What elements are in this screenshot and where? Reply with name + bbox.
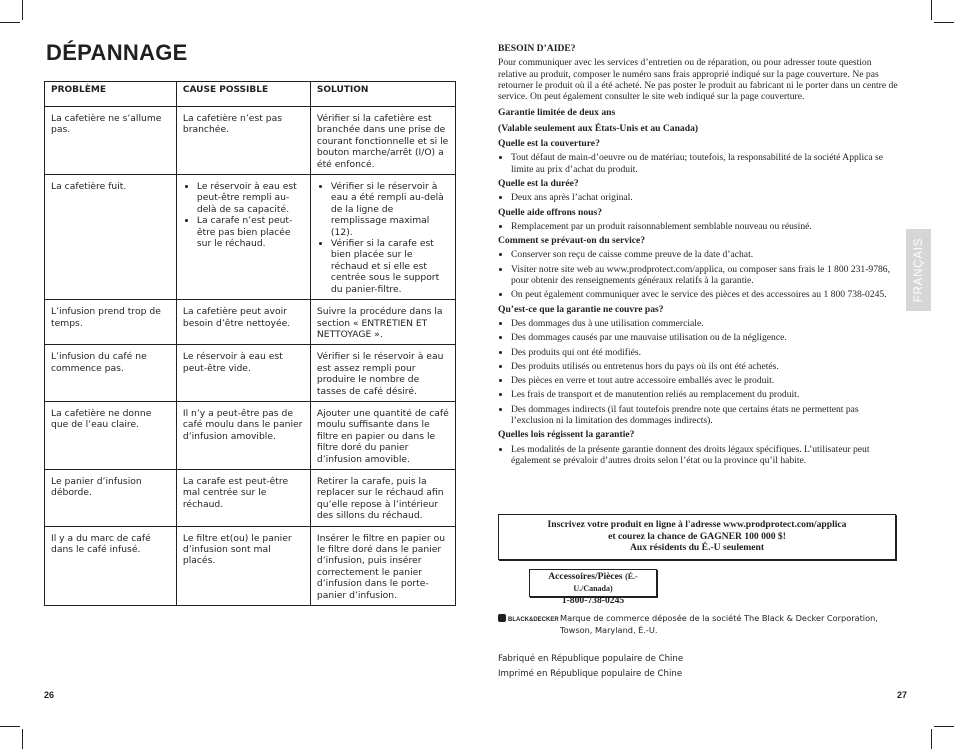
help-text: Pour communiquer avec les services d’entretien ou de réparation, ou pour adresser toute question relative au produit, composer le numéro sans frais approprié indiqué sur la page couverture. Ne pas retourner le produit où il a été acheté. Ne pas poster le produit au fabricant ni le porter dans un centre de service. On peut également consulter le site web indiqué sur la page couverture.	[498, 57, 898, 103]
origin-notice	[498, 652, 798, 682]
list-item: • Remplacement par un produit raisonnablement semblable nouveau ou réusiné.	[511, 221, 898, 232]
black-and-decker-logo	[498, 614, 560, 624]
solution-cell: Vérifier si le réservoir à eau est assez rempli pour produire le nombre de tasses de café désiré.	[310, 345, 455, 402]
list-item: • Tout défaut de main-d’oeuvre ou de matériau; toutefois, la responsabilité de la société Applica se limite au prix d’achat du produit.	[511, 152, 898, 175]
warranty-heading: Garantie limitée de deux ans	[498, 107, 616, 119]
troubleshooting-table	[44, 81, 456, 606]
page-number-right: 27	[897, 690, 908, 700]
solution-cell: Insérer le filtre en papier ou le filtre doré dans le panier d’infusion, puis insérer correctement le panier d’infusion dans le porte-panier d’infusion.	[310, 526, 455, 605]
section-question: Qu’est-ce que la garantie ne couvre pas?	[498, 303, 664, 315]
cause-cell: La carafe est peut-être mal centrée sur le réchaud.	[176, 469, 310, 526]
problem-cell: Le panier d’infusion déborde.	[45, 469, 177, 526]
crop-mark	[931, 0, 932, 20]
section-list	[498, 221, 898, 232]
header-solution: SOLUTION	[310, 82, 455, 107]
problem-cell: La cafetière ne donne que de l’eau claire.	[45, 401, 177, 469]
section-list	[498, 444, 898, 467]
crop-mark	[0, 22, 20, 23]
list-item: • Des dommages dus à une utilisation commerciale.	[511, 318, 898, 329]
list-item: • Des pièces en verre et tout autre accessoire emballés avec le produit.	[511, 375, 898, 386]
cause-cell: La cafetière peut avoir besoin d’être nettoyée.	[176, 300, 310, 345]
cause-list	[183, 181, 304, 249]
logo-text: BLACK&DECKER	[508, 617, 559, 623]
list-item: • Des produits utilisés ou entretenus hors du pays où ils ont été achetés.	[511, 361, 898, 372]
list-item: • Les modalités de la présente garantie donnent des droits légaux spécifiques. L’utilisateur peut également se prévaloir d’autres droits selon l’état ou la province qu’il habite.	[511, 444, 898, 467]
table-row	[45, 469, 456, 526]
section-question: Comment se prévaut-on du service?	[498, 235, 646, 247]
table-row	[45, 175, 456, 300]
list-item: • Le réservoir à eau est peut-être rempli au-delà de sa capacité.	[197, 181, 304, 215]
table-row	[45, 300, 456, 345]
made-in-line: Fabriqué en République populaire de Chine	[498, 654, 684, 664]
promo-line: et courez la chance de GAGNER 100 000 $!	[608, 530, 786, 542]
table-header-row	[45, 82, 456, 107]
list-item: • On peut également communiquer avec le service des pièces et des accessoires au 1 800 738-0245.	[511, 289, 898, 300]
list-item: • Des dommages causés par une mauvaise utilisation ou de la négligence.	[511, 332, 898, 343]
cause-cell	[176, 175, 310, 300]
section-question: Quelles lois régissent la garantie?	[498, 429, 635, 441]
help-heading: BESOIN D’AIDE?	[498, 43, 576, 54]
solution-cell	[310, 175, 455, 300]
list-item: • Visiter notre site web au www.prodprotect.com/applica, ou composer sans frais le 1 800 231-9786, pour obtenir des renseignements généraux relatifs à la garantie.	[511, 264, 898, 287]
promo-line: Aux résidents du É.-U seulement	[629, 542, 765, 553]
crop-mark	[22, 729, 23, 749]
list-item: • Des produits qui ont été modifiés.	[511, 347, 898, 358]
accessories-region: (É.-U./Canada)	[573, 572, 638, 593]
promo-line: Inscrivez votre produit en ligne à l'adresse www.prodprotect.com/applica	[547, 519, 847, 530]
section-list	[498, 249, 898, 300]
problem-cell: Il y a du marc de café dans le café infusé.	[45, 526, 177, 605]
section-list	[498, 318, 898, 426]
crop-mark	[22, 0, 23, 20]
trademark-line: Towson, Maryland, É.-U.	[560, 624, 658, 635]
section-question: Quelle est la couverture?	[498, 138, 600, 150]
language-tab-label: FRANÇAIS	[912, 237, 925, 303]
solution-cell: Suivre la procédure dans la section « ENTRETIEN ET NETTOYAGE ».	[310, 300, 455, 345]
problem-cell: L’infusion du café ne commence pas.	[45, 345, 177, 402]
accessories-label-line	[530, 571, 656, 595]
trademark-line: Marque de commerce déposée de la société The Black & Decker Corporation,	[560, 613, 878, 623]
crop-mark	[934, 22, 954, 23]
language-tab	[906, 229, 931, 311]
registration-promo-box	[498, 514, 896, 560]
header-problem: PROBLÈME	[45, 82, 177, 107]
list-item: • Des dommages indirects (il faut toutefois prendre note que certains états ne permettent pas l’exclusion ni la limitation des dommages indirects).	[511, 404, 898, 427]
hexagon-logo-icon	[498, 614, 506, 622]
list-item: • Deux ans après l’achat original.	[511, 192, 898, 203]
header-cause: CAUSE POSSIBLE	[176, 82, 310, 107]
list-item: • Les frais de transport et de manutention reliés au remplacement du produit.	[511, 389, 898, 400]
page-number-left: 26	[44, 690, 55, 700]
list-item: • Vérifier si la carafe est bien placée sur le réchaud et si elle est centrée sous le support du panier-filtre.	[331, 238, 449, 295]
cause-cell: Il n’y a peut-être pas de café moulu dans le panier d’infusion amovible.	[176, 401, 310, 469]
printed-in-line: Imprimé en République populaire de Chine	[498, 669, 683, 679]
crop-mark	[931, 729, 932, 749]
table-row	[45, 107, 456, 175]
list-item: • La carafe n’est peut-être pas bien placée sur le réchaud.	[197, 215, 304, 249]
warranty-column	[498, 43, 898, 469]
section-question: Quelle est la durée?	[498, 177, 579, 189]
crop-mark	[934, 726, 954, 727]
table-row	[45, 345, 456, 402]
accessories-phone: 1-800-738-0245	[561, 595, 625, 606]
cause-cell: Le réservoir à eau est peut-être vide.	[176, 345, 310, 402]
solution-list	[317, 181, 449, 295]
problem-cell: La cafetière fuit.	[45, 175, 177, 300]
list-item: • Vérifier si le réservoir à eau a été rempli au-delà de la ligne de remplissage maximal (12).	[331, 181, 449, 238]
problem-cell: L’infusion prend trop de temps.	[45, 300, 177, 345]
warranty-subheading: (Valable seulement aux États-Unis et au Canada)	[498, 122, 699, 134]
section-list	[498, 152, 898, 175]
table-row	[45, 526, 456, 605]
problem-cell: La cafetière ne s’allume pas.	[45, 107, 177, 175]
table-row	[45, 401, 456, 469]
cause-cell: Le filtre et(ou) le panier d’infusion sont mal placés.	[176, 526, 310, 605]
trademark-notice	[560, 613, 900, 636]
crop-mark	[0, 726, 20, 727]
solution-cell: Ajouter une quantité de café moulu suffisante dans le filtre en papier ou dans le filtre doré du panier d’infusion amovible.	[310, 401, 455, 469]
accessories-box	[529, 569, 657, 606]
section-list	[498, 192, 898, 203]
page-title: DÉPANNAGE	[46, 40, 188, 65]
accessories-label: Accessoires/Pièces	[548, 571, 623, 582]
solution-cell: Retirer la carafe, puis la replacer sur le réchaud afin qu’elle repose à l’intérieur des sillons du réchaud.	[310, 469, 455, 526]
cause-cell: La cafetière n’est pas branchée.	[176, 107, 310, 175]
list-item: • Conserver son reçu de caisse comme preuve de la date d’achat.	[511, 249, 898, 260]
section-question: Quelle aide offrons nous?	[498, 206, 603, 218]
solution-cell: Vérifier si la cafetière est branchée dans une prise de courant fonctionnelle et si le bouton marche/arrêt (I/O) a été enfoncé.	[310, 107, 455, 175]
